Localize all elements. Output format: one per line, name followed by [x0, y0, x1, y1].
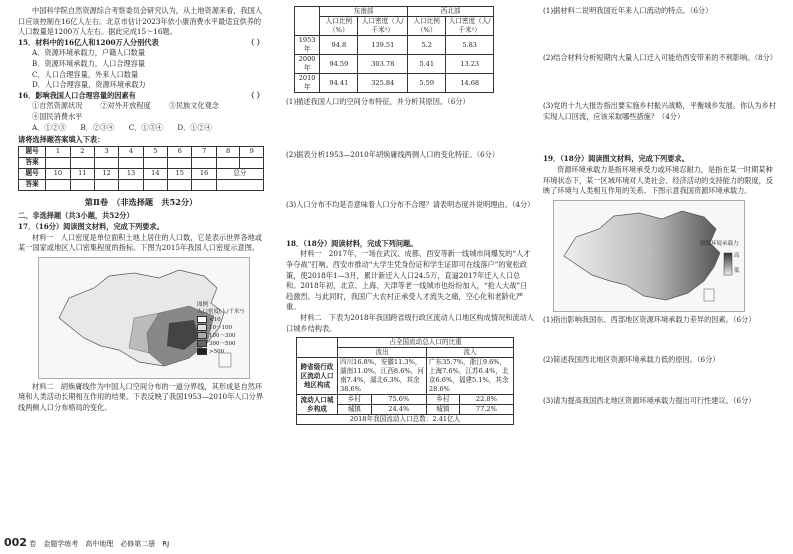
q18-part-2: (2)结合材料分析短期内大量人口迁入可能给西安带来的不利影响。（8分）: [543, 52, 777, 62]
answer-cell[interactable]: [70, 179, 94, 190]
answer-cell[interactable]: [70, 157, 94, 168]
q16: [18, 91, 264, 102]
china-map-capacity: [554, 201, 744, 311]
subheader: 人口密度（人/千米²）: [358, 17, 408, 36]
legend-item: <10: [197, 316, 244, 324]
subheader: 人口比例（%）: [320, 17, 358, 36]
outflow-regions: 四川16.8%，安徽11.3%，湖南11.0%，江西8.6%，河南7.4%，湖北6.3%，其余38.6%: [338, 358, 427, 395]
cell: 10: [46, 168, 70, 179]
answer-space[interactable]: [286, 160, 534, 200]
subheader: 人口比例（%）: [408, 17, 446, 36]
q17-material-1: 材料一 人口密度是单位面积土地上居住的人口数，它是表示世界各地或某一国家或地区人口密集程度的指标。下图为2015年我国人口密度示意图。: [18, 232, 263, 253]
right-column: [543, 6, 779, 407]
population-density-map: [38, 257, 250, 379]
q18-part-1: (1)据材料二说明我国近年来人口流动的特点。（6分）: [543, 6, 713, 15]
answer-cell[interactable]: [46, 179, 70, 190]
q16-items: [18, 101, 264, 112]
q18-material-2: 材料二 下表为2018年我国跨省级行政区流动人口地区构成情况和流动人口城乡结构表。: [286, 312, 534, 333]
section2-heading: 二、非选择题（共3小题，共52分）: [18, 211, 134, 221]
cell: 12: [94, 168, 118, 179]
cell: 3: [94, 146, 118, 157]
q19-stem: 19．（18分）阅读图文材料，完成下列要求。: [543, 154, 689, 164]
q17-material-2: 材料二 胡焕庸线作为中国人口空间分布的一道分界线，其形成是自然环境和人类活动长期相互作用的结果。下表反映了我国1953—2010年人口分界线两侧人口分布格局的变化。: [18, 381, 264, 412]
cell: 4: [119, 146, 143, 157]
q16-item-4: ④国民消费水平: [32, 111, 83, 121]
header-southeast: 东南部: [320, 7, 408, 17]
answer-space[interactable]: [286, 108, 534, 150]
q18-stem: 18．（18分）阅读材料，完成下列问题。: [286, 238, 418, 248]
answer-table-title: 请将选择题答案填入下表：: [18, 135, 105, 145]
cell: 11: [70, 168, 94, 179]
q18-material-1: 材料一 2017年，一场在武汉、成都、西安等新一线城市间爆发的“人才争夺战”打响。西安市推动“大学生凭身份证和学生证即可在线落户”的宽松政策，使2018年1—3月，累计新迁入人口24.5万，直逼2017年迁入人口总和。2018年初，北京、上海、天津等老一线城市也纷纷加入，“抢人大战”日趋激烈。与此同时，我国广大农村正承受人才流失之痛，空心化和老龄化严重。: [286, 249, 531, 312]
row-label: 跨省级行政区流动人口地区构成: [297, 358, 338, 395]
answer-space[interactable]: [543, 122, 779, 154]
total-score-label: 总分: [216, 168, 263, 179]
q17-part-3: (3)人口分布不均是否意味着人口分布不合理？请表明态度并说明理由。（4分）: [286, 200, 535, 210]
answer-cell[interactable]: [168, 157, 192, 168]
cell: 15: [168, 168, 192, 179]
answer-space[interactable]: [543, 325, 779, 355]
table-row: 2010年 94.41 325.84 5.59 14.68: [295, 74, 494, 93]
q16-item-2: ②对外开放程度: [100, 101, 151, 111]
cell: 9: [240, 146, 264, 157]
answer-row-1: [19, 146, 264, 157]
page-footer: [4, 538, 169, 550]
q17-stem: 17．（16分）阅读图文材料，完成下列要求。: [18, 221, 164, 231]
header-inflow: 流入: [426, 348, 513, 358]
table-row: 1953年 94.8 139.51 5.2 5.83: [295, 36, 494, 55]
cell: 1: [46, 146, 70, 157]
table-row: 城镇 24.4% 城镇 77.2%: [297, 405, 514, 415]
legend-low: 低: [734, 267, 740, 274]
intro-text: 中国科学院自然资源综合考察委员会研究认为，从土地资源来看，我国人口应该控制在16亿人左右。北京市估计2023年依小康消费水平最适宜供养的人口数量是1200万人左右。据此完成15～16题。: [18, 6, 263, 37]
cell: 2: [70, 146, 94, 157]
q19-part-2: (2)简述我国西北地区资源环境承载力低的原因。（6分）: [543, 355, 720, 365]
q16-item-3: ③民族文化观念: [168, 101, 219, 111]
inflow-regions: 广东35.7%，浙江9.6%，上海7.6%，江苏6.4%，北京6.6%，福建5.1%，其余28.6%: [426, 358, 513, 395]
q15: [18, 38, 264, 49]
answer-space[interactable]: [286, 211, 534, 239]
q15-answer-mark: （ ）: [247, 37, 264, 47]
q15-option-b: B．资源环境承载力，人口合理容量: [32, 58, 146, 68]
legend-unit: 人口密度(人/千米²): [197, 308, 244, 315]
cell: 题号: [19, 146, 46, 157]
table-row: 2000年 94.59 303.78 5.41 13.23: [295, 55, 494, 74]
header-outflow: 流出: [338, 348, 427, 358]
carrying-capacity-map: [553, 200, 745, 312]
q16-stem: 16．影响我国人口合理容量的因素有: [18, 90, 136, 100]
cell: [297, 338, 338, 358]
cell: 7: [192, 146, 216, 157]
subheader: 人口密度（人/千米²）: [446, 17, 494, 36]
table-row: 流动人口城乡构成 乡村 75.6% 乡村 22.8%: [297, 395, 514, 405]
legend-title: 资源环境承载力: [700, 240, 739, 247]
answer-cell[interactable]: [168, 179, 192, 190]
q15-option-d: D．人口合理容量，资源环境承载力: [32, 80, 146, 90]
left-column: [18, 6, 264, 413]
hu-line-table: [294, 6, 494, 93]
answer-cell[interactable]: [143, 179, 167, 190]
answer-row-3: [19, 168, 264, 179]
answer-space[interactable]: [543, 63, 779, 101]
q18-part-3: (3)党的十九大报告指出要实施乡村振兴战略，平衡城乡发展。你认为乡村实现人口回流，应该采取哪些措施？（4分）: [543, 101, 776, 121]
q15-option-a: A．资源环境承载力，户籍人口数量: [32, 48, 146, 58]
answer-space[interactable]: [543, 17, 779, 53]
q17-part-2: (2)据表分析1953—2010年胡焕庸线两侧人口的变化特征。（6分）: [286, 149, 500, 159]
legend-title: 图例: [197, 301, 209, 308]
q19-material: 资源环境承载力是指环境承受力或环境忍耐力，是指在某一时期某种环境状态下，某一区域环境对人类社会、经济活动的支持能力的限度，反映了环境与人类相互作用的关系。下图示意我国资源环境承载力。: [543, 164, 774, 196]
cell: 14: [143, 168, 167, 179]
q19-part-3: (3)请为提高我国西北地区资源环境承载力提出可行性建议。（6分）: [543, 395, 756, 405]
answer-row-2: [19, 157, 264, 168]
cell: 题号: [19, 168, 46, 179]
answer-cell[interactable]: [216, 157, 240, 168]
migration-table: [296, 337, 514, 425]
map2-legend: [700, 241, 739, 248]
migration-table-caption: 2018年我国流动人口总数：2.41亿人: [297, 415, 514, 425]
map1-legend: [197, 302, 244, 356]
cell: 答案: [19, 179, 46, 190]
cell: 13: [119, 168, 143, 179]
answer-cell[interactable]: [46, 157, 70, 168]
q16-options: A．①②③ B．②③④ C．①③④ D．①②④: [32, 122, 212, 132]
answer-row-4: [19, 179, 264, 190]
table-row: [297, 358, 514, 395]
header-northwest: 西北部: [408, 7, 494, 17]
answer-cell[interactable]: [192, 157, 216, 168]
q17-part-1: (1)描述我国人口的空间分布特征，并分析其原因。（6分）: [286, 97, 470, 106]
q19-part-1: (1)指出影响我国东、西部地区资源环境承载力差异的因素。（6分）: [543, 314, 756, 324]
answer-cell[interactable]: [94, 179, 118, 190]
cell: 5: [143, 146, 167, 157]
cell: 8: [216, 146, 240, 157]
answer-cell[interactable]: [240, 157, 264, 168]
total-score-cell[interactable]: [216, 179, 263, 190]
cell: [295, 7, 320, 36]
page-number: 002: [4, 536, 27, 549]
answer-cell[interactable]: [192, 179, 216, 190]
answer-cell[interactable]: [119, 179, 143, 190]
cell: 6: [168, 146, 192, 157]
footer-text: 卷 金题学练考 高中地理 必修第二册 RJ: [29, 540, 170, 548]
legend-item: >500: [197, 348, 244, 356]
q15-option-c: C．人口合理容量，外来人口数量: [32, 69, 139, 79]
part2-title: 第Ⅱ卷 （非选择题 共52分）: [84, 196, 198, 207]
q16-item-1: ①自然资源状况: [32, 101, 83, 111]
q16-answer-mark: （ ）: [247, 90, 264, 100]
answer-cell[interactable]: [143, 157, 167, 168]
cell: 16: [192, 168, 216, 179]
cell: 答案: [19, 157, 46, 168]
answer-cell[interactable]: [94, 157, 118, 168]
legend-item: 10～100: [197, 324, 244, 332]
migration-table-title: 占全国流动总人口的比重: [338, 338, 514, 348]
q15-stem: 15．材料中的16亿人和1200万人分别代表: [18, 37, 159, 47]
legend-item: 100～300: [197, 332, 244, 340]
middle-column: [286, 6, 534, 425]
answer-space[interactable]: [543, 366, 779, 396]
legend-high: 高: [734, 252, 740, 259]
row-label: 流动人口城乡构成: [297, 395, 338, 415]
answer-cell[interactable]: [119, 157, 143, 168]
answer-table: [18, 146, 264, 191]
legend-item: 300～500: [197, 340, 244, 348]
